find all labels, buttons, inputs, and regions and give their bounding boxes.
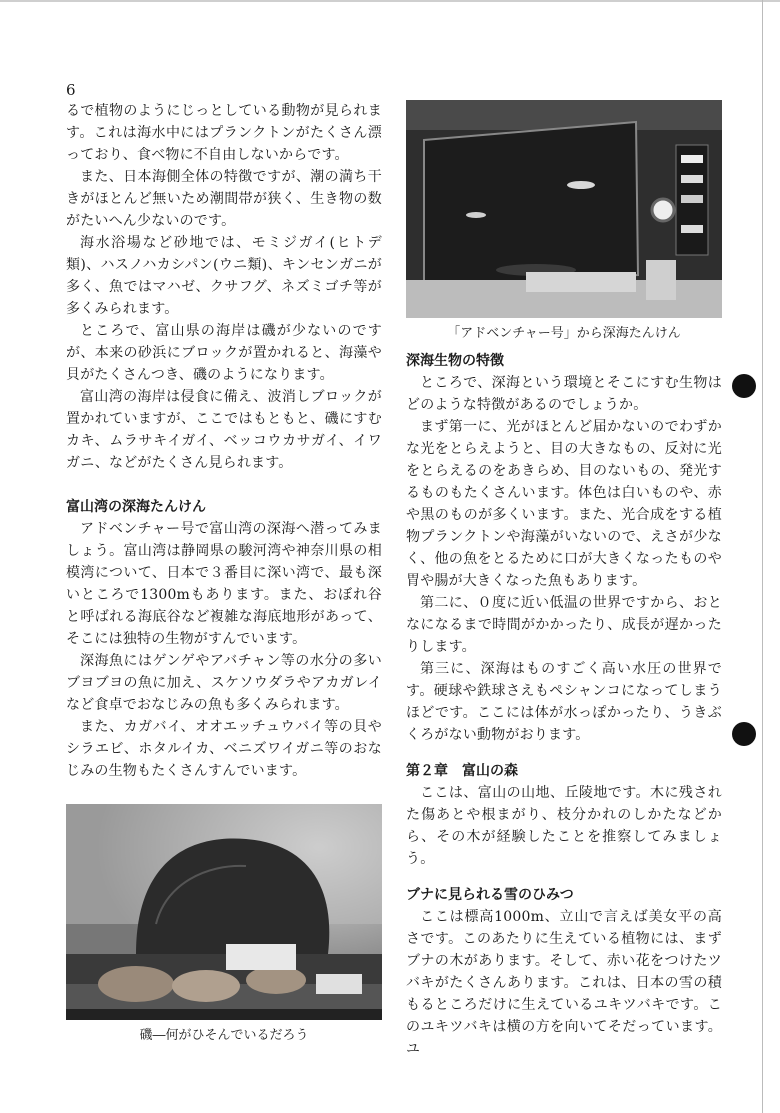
paragraph: アドベンチャー号で富山湾の深海へ潜ってみましょう。富山湾は静岡県の駿河湾や神奈川県の相模湾について、日本で３番目に深い湾で、最も深いところで1300mもあります。また、おぼれ谷と呼ばれる海底谷など複雑な海底地形があって、そこには独特の生物がすんでいます。 [66,521,382,647]
paragraph: また、カガバイ、オオエッチュウバイ等の貝やシラエビ、ホタルイカ、ベニズワイガニ等のおなじみの生物もたくさんすんでいます。 [66,719,382,779]
paragraph: ところで、富山県の海岸は磯が少ないのですが、本来の砂浜にブロックが置かれると、海藻や貝がたくさんつき、磯のようになります。 [66,323,382,383]
paragraph: ここは標高1000m、立山で言えば美女平の高さです。このあたりに生えている植物には、まずブナの木があります。そして、赤い花をつけたツバキがたくさんあります。これは、日本の雪の積もるところだけに生えているユキツバキです。このユキツバキは横の方を向いてそだっています。ユ [406,909,722,1057]
photo-caption: 「アドベンチャー号」から深海たんけん [447,326,681,341]
page-number: 6 [66,81,76,99]
submarine-exhibit-photo [406,100,722,318]
paragraph: るで植物のようにじっとしている動物が見られます。これは海水中にはプランクトンがたくさん漂っており、食べ物に不自由しないからです。 [66,103,382,163]
tidepool-photo [66,804,382,1020]
photo-caption: 磯―何がひそんでいるだろう [139,1028,309,1043]
paragraph: 深海魚にはゲンゲやアバチャン等の水分の多いブヨブヨの魚に加え、スケソウダラやアカガレイなど食卓でおなじみの魚も多くみられます。 [66,653,382,713]
section-heading: 深海生物の特徴 [406,353,504,369]
scan-top-edge [0,0,780,2]
section-heading: ブナに見られる雪のひみつ [406,887,574,903]
chapter-heading: 第２章 富山の森 [406,763,518,779]
submarine-exhibit-illustration [406,100,722,318]
paragraph: 富山湾の海岸は侵食に備え、波消しブロックが置かれていますが、ここではもともと、磯にすむカキ、ムラサキイガイ、ベッコウカサガイ、イワガニ、などがたくさん見られます。 [66,389,382,471]
tidepool-illustration [66,804,382,1020]
paragraph: また、日本海側全体の特徴ですが、潮の満ち干きがほとんど無いため潮間帯が狭く、生き物の数がたいへん少ないのです。 [66,169,382,229]
paragraph: ところで、深海という環境とそこにすむ生物はどのような特徴があるのでしょうか。 [406,375,722,413]
binding-hole-mark [732,722,756,746]
paragraph: ここは、富山の山地、丘陵地です。木に残された傷あとや根まがり、枝分かれのしかたなどから、その木が経験したことを推察してみましょう。 [406,785,722,867]
right-column [406,100,722,1060]
left-column [66,100,382,1046]
paragraph: 第二に、０度に近い低温の世界ですから、おとなになるまで時間がかかったり、成長が遅かったりします。 [406,595,722,655]
paragraph: まず第一に、光がほとんど届かないのでわずかな光をとらえようと、目の大きなもの、反対に光をとらえるのをあきらめ、目のないもの、発光するものもたくさんいます。体色は白いものや、赤や黒のものが多くいます。また、光合成をする植物プランクトンや海藻がいないので、えさが少なく、他の魚をとるために口が大きくなったものや胃や腸が大きくなった魚もあります。 [406,419,722,589]
binding-hole-mark [732,374,756,398]
scan-right-edge [762,0,763,1113]
paragraph: 海水浴場など砂地では、モミジガイ(ヒトデ類)、ハスノハカシパン(ウニ類)、キンセンガニが多く、魚ではマハゼ、クサフグ、ネズミゴチ等が多くみられます。 [66,235,382,317]
section-heading: 富山湾の深海たんけん [66,499,206,515]
paragraph: 第三に、深海はものすごく高い水圧の世界です。硬球や鉄球さえもペシャンコになってしまうほどです。ここには体が水っぽかったり、うきぶくろがない動物がおります。 [406,661,722,743]
